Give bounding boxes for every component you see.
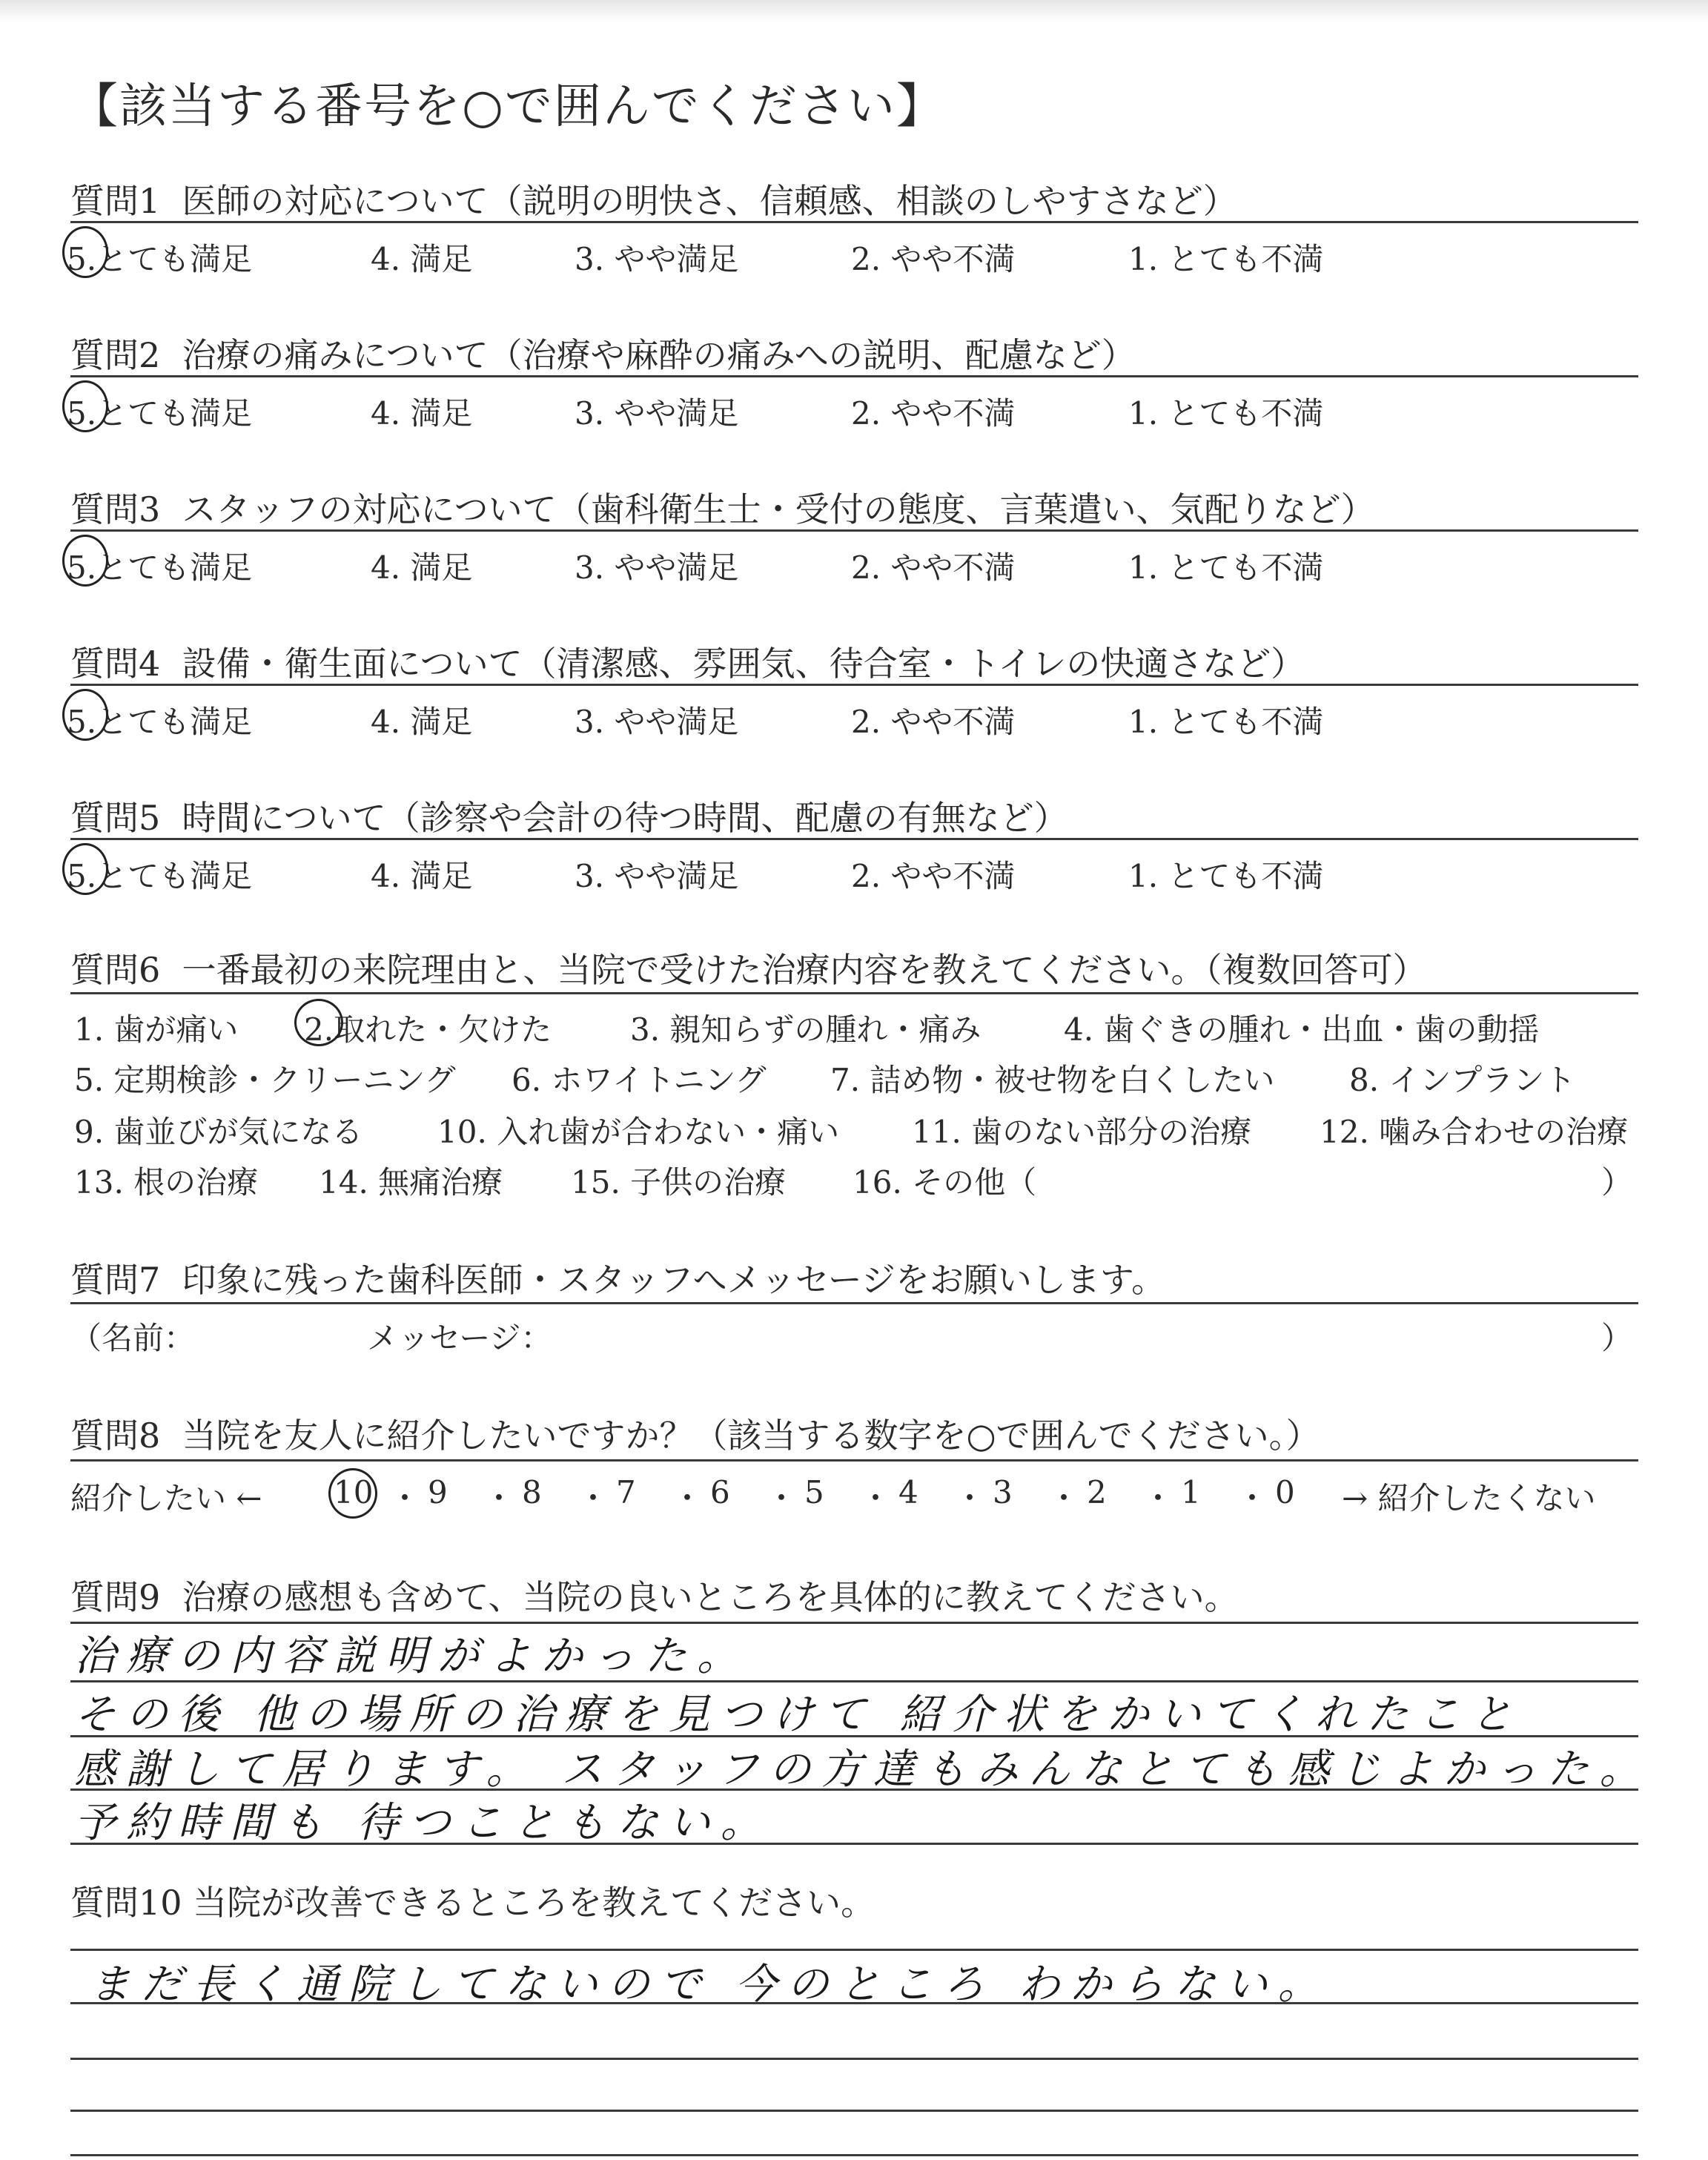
q7-close-paren: ）: [1601, 1320, 1633, 1356]
q6-option[interactable]: 16. その他（: [853, 1164, 1037, 1200]
q9-title: [70, 1571, 1239, 1619]
q9-label: 質問9: [70, 1577, 161, 1617]
q10-answer-line: [70, 2058, 1638, 2060]
q3-selection-circle: [62, 535, 108, 587]
q8-left-label: 紹介したい ←: [70, 1480, 262, 1516]
q1-option[interactable]: 5.とても満足: [67, 241, 253, 277]
q1-option[interactable]: 1. とても不満: [1128, 241, 1324, 277]
q3-title: [70, 483, 1375, 532]
q2-option[interactable]: 4. 満足: [371, 395, 473, 432]
q8-scale-separator: ・: [860, 1480, 892, 1516]
q1-label: 質問1: [70, 181, 161, 221]
q3-option[interactable]: 2. やや不満: [851, 549, 1016, 586]
q8-title: [70, 1409, 1320, 1458]
q6-selection-circle: [294, 999, 343, 1046]
q4-selection-circle: [62, 689, 108, 741]
q6-option[interactable]: 5. 定期検診・クリーニング: [74, 1062, 456, 1098]
q8-scale-number[interactable]: 1: [1181, 1474, 1201, 1510]
q9-handwritten-answer: 治療の内容説明がよかった。: [74, 1632, 749, 1680]
q6-option[interactable]: 14. 無痛治療: [319, 1164, 503, 1200]
q3-option[interactable]: 1. とても不満: [1128, 549, 1324, 586]
q7-rule: [70, 1302, 1638, 1304]
q5-rule: [70, 838, 1638, 840]
form-heading: 【該当する番号を○で囲んでください】: [70, 79, 945, 134]
q6-title: [70, 943, 1427, 992]
q6-option[interactable]: 15. 子供の治療: [571, 1164, 787, 1200]
q8-scale-number[interactable]: 8: [522, 1474, 542, 1510]
q8-text: 当院を友人に紹介したいですか？（該当する数字を○で囲んでください。）: [182, 1416, 1320, 1456]
q8-scale-separator: ・: [1048, 1480, 1080, 1516]
q2-option[interactable]: 1. とても不満: [1128, 395, 1324, 432]
q6-option[interactable]: 11. 歯のない部分の治療: [912, 1114, 1252, 1150]
q6-label: 質問6: [70, 950, 161, 990]
q7-message-label: メッセージ：: [367, 1320, 552, 1356]
q2-selection-circle: [62, 380, 108, 432]
q8-scale-separator: ・: [766, 1480, 798, 1516]
q8-scale-separator: ・: [954, 1480, 986, 1516]
q8-scale-number[interactable]: 10: [334, 1474, 374, 1510]
q2-label: 質問2: [70, 335, 161, 375]
q8-right-label: → 紹介したくない: [1342, 1480, 1596, 1516]
q7-title: [70, 1253, 1165, 1302]
q2-title: [70, 328, 1136, 377]
q8-rule: [70, 1459, 1638, 1462]
q1-option[interactable]: 3. やや満足: [575, 241, 739, 277]
q8-label: 質問8: [70, 1416, 161, 1456]
q4-label: 質問4: [70, 644, 161, 684]
q6-option[interactable]: 10. 入れ歯が合わない・痛い: [437, 1114, 840, 1150]
q6-option[interactable]: 9. 歯並びが気になる: [74, 1114, 363, 1150]
q8-scale-number[interactable]: 7: [616, 1474, 636, 1510]
q8-scale-number[interactable]: 3: [993, 1474, 1013, 1510]
q10-label: 質問10: [70, 1883, 182, 1923]
q7-text: 印象に残った歯科医師・スタッフへメッセージをお願いします。: [182, 1260, 1166, 1300]
q6-option[interactable]: 3. 親知らずの腫れ・痛み: [630, 1011, 982, 1048]
q6-option[interactable]: 1. 歯が痛い: [74, 1011, 239, 1048]
q1-option[interactable]: 2. やや不満: [851, 241, 1016, 277]
q4-rule: [70, 684, 1638, 686]
q6-text: 一番最初の来院理由と、当院で受けた治療内容を教えてください。（複数回答可）: [182, 950, 1427, 990]
q8-scale-number[interactable]: 9: [428, 1474, 448, 1510]
q8-scale-separator: ・: [389, 1480, 421, 1516]
q2-rule: [70, 375, 1638, 377]
q5-title: [70, 791, 1068, 840]
q4-option[interactable]: 5.とても満足: [67, 704, 253, 740]
q10-answer-line: [70, 2110, 1638, 2112]
q10-text: 当院が改善できるところを教えてください。: [193, 1883, 875, 1923]
q4-option[interactable]: 3. やや満足: [575, 704, 739, 740]
q4-option[interactable]: 4. 満足: [371, 704, 473, 740]
q8-scale-separator: ・: [483, 1480, 515, 1516]
q6-option[interactable]: 4. 歯ぐきの腫れ・出血・歯の動揺: [1064, 1011, 1540, 1048]
q10-title: [70, 1876, 875, 1925]
q5-option[interactable]: 5.とても満足: [67, 858, 253, 894]
q6-option[interactable]: 12. 噛み合わせの治療: [1320, 1114, 1629, 1150]
q6-option[interactable]: 7. 詰め物・被せ物を白くしたい: [830, 1062, 1275, 1098]
q2-option[interactable]: 5.とても満足: [67, 395, 253, 432]
q1-text: 医師の対応について（説明の明快さ、信頼感、相談のしやすさなど）: [182, 181, 1237, 221]
q8-scale-separator: ・: [577, 1480, 609, 1516]
q2-option[interactable]: 3. やや満足: [575, 395, 739, 432]
q9-handwritten-answer: 予約時間も 待つこともない。: [74, 1799, 772, 1847]
q8-scale-number[interactable]: 2: [1087, 1474, 1107, 1510]
q3-option[interactable]: 4. 満足: [371, 549, 473, 586]
q4-option[interactable]: 1. とても不満: [1128, 704, 1324, 740]
q4-text: 設備・衛生面について（清潔感、雰囲気、待合室・トイレの快適さなど）: [182, 644, 1305, 684]
q6-option[interactable]: 6. ホワイトニング: [512, 1062, 767, 1098]
q2-option[interactable]: 2. やや不満: [851, 395, 1016, 432]
q9-handwritten-answer: その後 他の場所の治療を見つけて 紹介状をかいてくれたこと: [74, 1691, 1523, 1739]
q5-option[interactable]: 3. やや満足: [575, 858, 739, 894]
q8-scale-number[interactable]: 0: [1275, 1474, 1295, 1510]
q5-selection-circle: [62, 843, 108, 895]
q5-label: 質問5: [70, 798, 161, 838]
q8-scale-separator: ・: [1142, 1480, 1174, 1516]
q3-option[interactable]: 3. やや満足: [575, 549, 739, 586]
scan-edge: [0, 0, 1708, 22]
q6-rule: [70, 992, 1638, 994]
q8-scale-separator: ・: [1237, 1480, 1268, 1516]
q7-label: 質問7: [70, 1260, 161, 1300]
q10-answer-line: [70, 2154, 1638, 2156]
q5-option[interactable]: 4. 満足: [371, 858, 473, 894]
q1-rule: [70, 221, 1638, 223]
q6-option[interactable]: 13. 根の治療: [74, 1164, 259, 1200]
q3-option[interactable]: 5.とても満足: [67, 549, 253, 586]
q1-option[interactable]: 4. 満足: [371, 241, 473, 277]
q6-close-paren: ）: [1601, 1164, 1633, 1200]
q8-scale-number[interactable]: 5: [804, 1474, 824, 1510]
q4-title: [70, 637, 1305, 686]
q3-label: 質問3: [70, 489, 161, 529]
q3-rule: [70, 529, 1638, 532]
q9-text: 治療の感想も含めて、当院の良いところを具体的に教えてください。: [182, 1577, 1239, 1617]
q10-answer-line: [70, 1949, 1638, 1951]
q6-option[interactable]: 2.取れた・欠けた: [304, 1011, 552, 1048]
q8-scale-separator: ・: [672, 1480, 704, 1516]
q1-selection-circle: [62, 226, 108, 278]
q2-text: 治療の痛みについて（治療や麻酔の痛みへの説明、配慮など）: [182, 335, 1136, 375]
q5-text: 時間について（診察や会計の待つ時間、配慮の有無など）: [182, 798, 1068, 838]
q1-title: [70, 174, 1237, 223]
q3-text: スタッフの対応について（歯科衛生士・受付の態度、言葉遣い、気配りなど）: [182, 489, 1375, 529]
q7-name-label: （名前：: [70, 1320, 196, 1356]
q8-scale-number[interactable]: 6: [710, 1474, 730, 1510]
q8-scale-number[interactable]: 4: [898, 1474, 918, 1510]
q5-option[interactable]: 1. とても不満: [1128, 858, 1324, 894]
q4-option[interactable]: 2. やや不満: [851, 704, 1016, 740]
q5-option[interactable]: 2. やや不満: [851, 858, 1016, 894]
q9-handwritten-answer: 感謝して居ります。 スタッフの方達もみんなとても感じよかった。: [74, 1745, 1652, 1794]
q10-handwritten-answer: まだ長く通院してないので 今のところ わからない。: [89, 1961, 1330, 2009]
q8-selection-circle: [328, 1468, 377, 1519]
q6-option[interactable]: 8. インプラント: [1349, 1062, 1576, 1098]
